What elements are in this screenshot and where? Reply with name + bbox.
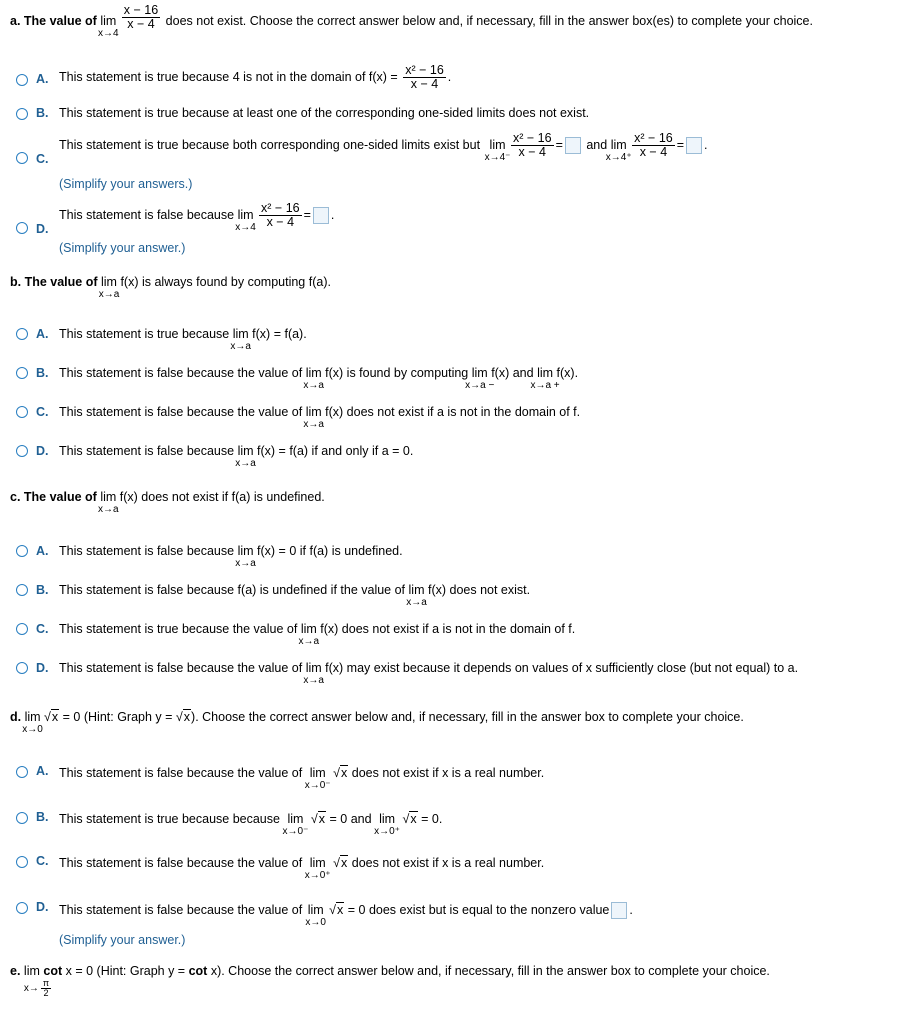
option-letter: D. — [36, 661, 49, 675]
answer-box[interactable] — [565, 137, 581, 154]
question-a-prefix: a. The value of — [10, 13, 97, 28]
option-a-B: This statement is true because at least one of the corresponding one-sided limits does not exist. — [59, 106, 590, 120]
option-d-D: This statement is false because the value of lim x→0 √x = 0 does exist but is equal to the nonzero value . — [59, 902, 633, 928]
radio-b-D[interactable] — [16, 445, 28, 457]
option-letter: D. — [36, 900, 49, 914]
option-a-D: This statement is false because lim x→4 $\frac{\text{x² − 16}}{x - 4}$ = . — [59, 201, 335, 233]
radio-d-D[interactable] — [16, 902, 28, 914]
radio-c-B[interactable] — [16, 584, 28, 596]
option-d-B: This statement is true because because lim x→0⁻ √x = 0 and lim x→0⁺ √x = 0. — [59, 812, 443, 837]
option-letter: C. — [36, 152, 49, 166]
option-letter: B. — [36, 366, 49, 380]
option-letter: B. — [36, 810, 49, 824]
option-c-B: This statement is false because f(a) is undefined if the value of lim x→a f(x) does not exist. — [59, 583, 531, 608]
option-letter: D. — [36, 222, 49, 236]
question-d: d. lim x→0 √x = 0 (Hint: Graph y = √x). Choose the correct answer below and, if necessary, fill in the answer box to complete your choice. — [10, 710, 744, 735]
option-c-C: This statement is true because the value of lim x→a f(x) does not exist if a is not in the domain of f. — [59, 622, 576, 647]
option-letter: C. — [36, 854, 49, 868]
hint: (Simplify your answers.) — [59, 177, 193, 191]
radio-b-A[interactable] — [16, 328, 28, 340]
option-letter: D. — [36, 444, 49, 458]
hint: (Simplify your answer.) — [59, 241, 186, 255]
radio-d-B[interactable] — [16, 812, 28, 824]
fraction: $\frac{x - 16}{x - 4}$ — [123, 3, 159, 31]
radio-d-C[interactable] — [16, 856, 28, 868]
option-a-C: This statement is true because both corresponding one-sided limits exist but lim x→4⁻ $\frac{\text{x² − 16}}{x - 4}$ = and lim x→4⁺ $\frac{\text{x² − 16}}{x - 4}$ = . — [59, 131, 708, 163]
answer-box[interactable] — [686, 137, 702, 154]
option-letter: A. — [36, 544, 49, 558]
radio-a-C[interactable] — [16, 152, 28, 164]
option-letter: B. — [36, 106, 49, 120]
answer-box[interactable] — [611, 902, 627, 919]
option-b-B: This statement is false because the value of lim x→a f(x) is found by computing lim x→a − f(x) and lim x→a + f(x). — [59, 366, 579, 391]
question-a-suffix: does not exist. Choose the correct answer below and, if necessary, fill in the answer box(es) to complete your choice. — [165, 13, 813, 28]
question-b: b. The value of lim x→a f(x) is always found by computing f(a). — [10, 275, 331, 300]
option-letter: C. — [36, 622, 49, 636]
option-c-D: This statement is false because the value of lim x→a f(x) may exist because it depends on values of x sufficiently close (but not equal) to a. — [59, 661, 799, 686]
option-letter: A. — [36, 764, 49, 778]
radio-c-A[interactable] — [16, 545, 28, 557]
radio-c-C[interactable] — [16, 623, 28, 635]
option-a-A: This statement is true because 4 is not in the domain of f(x) = $\frac{\text{x² − 16}}{x - 4}$ . — [59, 63, 452, 91]
lim: lim x→4 — [98, 13, 119, 39]
radio-a-B[interactable] — [16, 108, 28, 120]
option-d-A: This statement is false because the value of lim x→0⁻ √x does not exist if x is a real number. — [59, 766, 545, 791]
question-e: e. lim x→ $\frac{\pi}{2}$ cot x = 0 (Hint: Graph y = cot x). Choose the correct answer below and, if necessary, fill in the answer box to complete your choice. — [10, 964, 770, 998]
radio-a-A[interactable] — [16, 74, 28, 86]
option-c-A: This statement is false because lim x→a f(x) = 0 if f(a) is undefined. — [59, 544, 403, 569]
question-a — [10, 3, 813, 39]
radio-d-A[interactable] — [16, 766, 28, 778]
option-letter: C. — [36, 405, 49, 419]
option-letter: A. — [36, 327, 49, 341]
option-b-D: This statement is false because lim x→a f(x) = f(a) if and only if a = 0. — [59, 444, 414, 469]
radio-c-D[interactable] — [16, 662, 28, 674]
option-d-C: This statement is false because the value of lim x→0⁺ √x does not exist if x is a real number. — [59, 856, 545, 881]
option-b-A: This statement is true because lim x→a f(x) = f(a). — [59, 327, 307, 352]
option-letter: B. — [36, 583, 49, 597]
question-c: c. The value of lim x→a f(x) does not exist if f(a) is undefined. — [10, 490, 325, 515]
radio-a-D[interactable] — [16, 222, 28, 234]
option-letter: A. — [36, 72, 49, 86]
answer-box[interactable] — [313, 207, 329, 224]
option-b-C: This statement is false because the value of lim x→a f(x) does not exist if a is not in the domain of f. — [59, 405, 581, 430]
fraction: $\frac{\text{x² − 16}}{x - 4}$ — [405, 63, 444, 91]
radio-b-C[interactable] — [16, 406, 28, 418]
hint: (Simplify your answer.) — [59, 933, 186, 947]
radio-b-B[interactable] — [16, 367, 28, 379]
